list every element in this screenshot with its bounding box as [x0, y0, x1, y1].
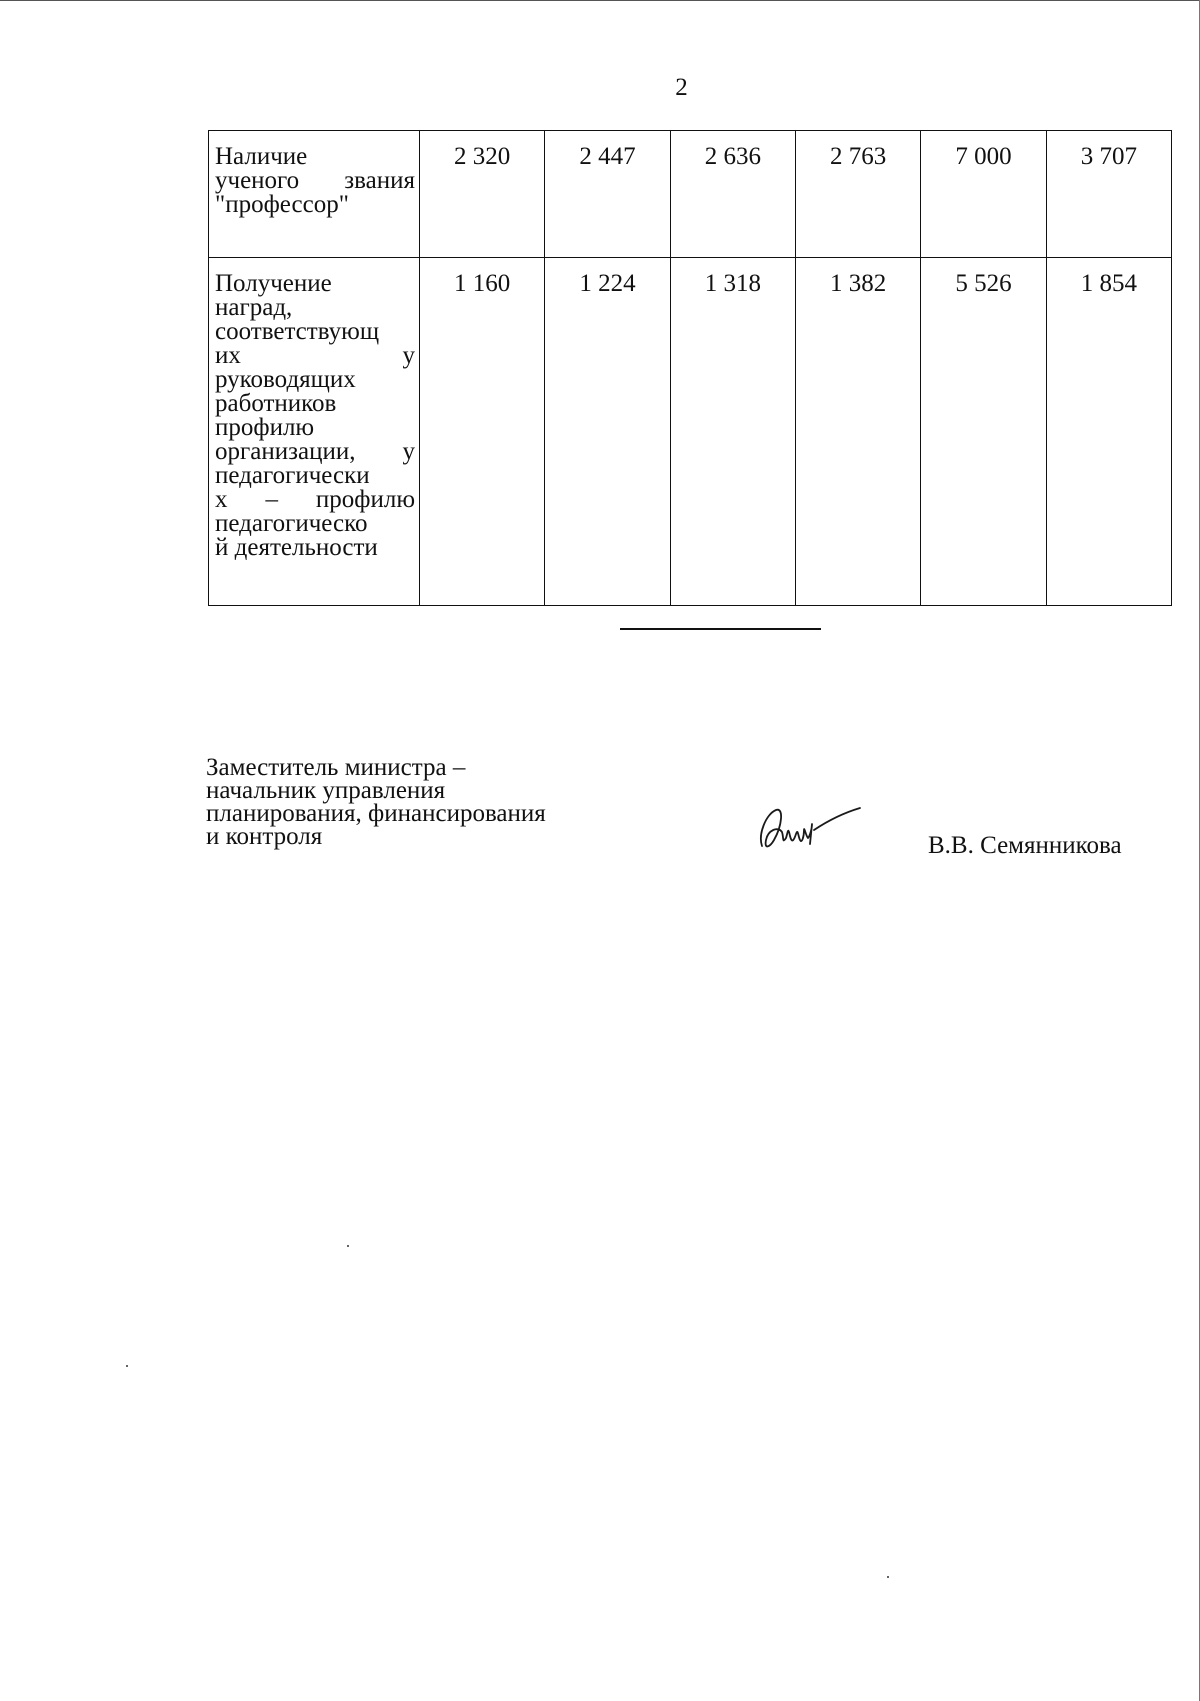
table-cell: 2 763 — [795, 131, 920, 258]
row-label-line: ученого звания — [215, 167, 415, 194]
row-label-line: "профессор" — [215, 191, 349, 218]
page-number: 2 — [675, 74, 688, 101]
section-divider — [620, 628, 821, 630]
row-label-line: работников — [215, 390, 337, 417]
row-label-line: педагогически — [215, 462, 370, 489]
row-label — [209, 258, 420, 606]
row-label-line: Наличие — [215, 143, 308, 170]
handwritten-signature — [752, 796, 864, 858]
row-label-line: соответствующ — [215, 318, 380, 345]
row-label-line: их у — [215, 342, 415, 369]
scan-speck — [347, 1245, 349, 1247]
row-label-line: организации, у — [215, 438, 415, 465]
table-cell: 1 224 — [545, 258, 670, 606]
signatory-position — [206, 756, 546, 848]
scan-edge-top — [0, 0, 1200, 1]
signatory-position-line: Заместитель министра – — [206, 754, 466, 781]
table-cell: 1 854 — [1046, 258, 1171, 606]
table-cell: 1 382 — [795, 258, 920, 606]
table-cell: 2 320 — [420, 131, 545, 258]
signatory-position-line: планирования, финансирования — [206, 800, 546, 827]
row-label-line: профилю — [215, 414, 315, 441]
scan-speck — [126, 1365, 128, 1367]
table-row — [209, 131, 1172, 258]
row-label — [209, 131, 420, 258]
row-label-line: наград, — [215, 294, 293, 321]
data-table — [208, 130, 1172, 606]
row-label-line: руководящих — [215, 366, 356, 393]
row-label-line: педагогическо — [215, 510, 368, 537]
table-row — [209, 258, 1172, 606]
table-cell: 7 000 — [921, 131, 1046, 258]
row-label-line: х – профилю — [215, 486, 415, 513]
signatory-position-line: и контроля — [206, 823, 323, 850]
table-cell: 3 707 — [1046, 131, 1171, 258]
table-cell: 5 526 — [921, 258, 1046, 606]
table-cell: 1 160 — [420, 258, 545, 606]
signatory-name: В.В. Семянникова — [928, 832, 1122, 859]
signatory-position-line: начальник управления — [206, 777, 446, 804]
scan-speck — [887, 1576, 889, 1578]
table-cell: 2 447 — [545, 131, 670, 258]
table-cell: 2 636 — [670, 131, 795, 258]
row-label-line: й деятельности — [215, 534, 378, 561]
table-cell: 1 318 — [670, 258, 795, 606]
row-label-line: Получение — [215, 270, 332, 297]
